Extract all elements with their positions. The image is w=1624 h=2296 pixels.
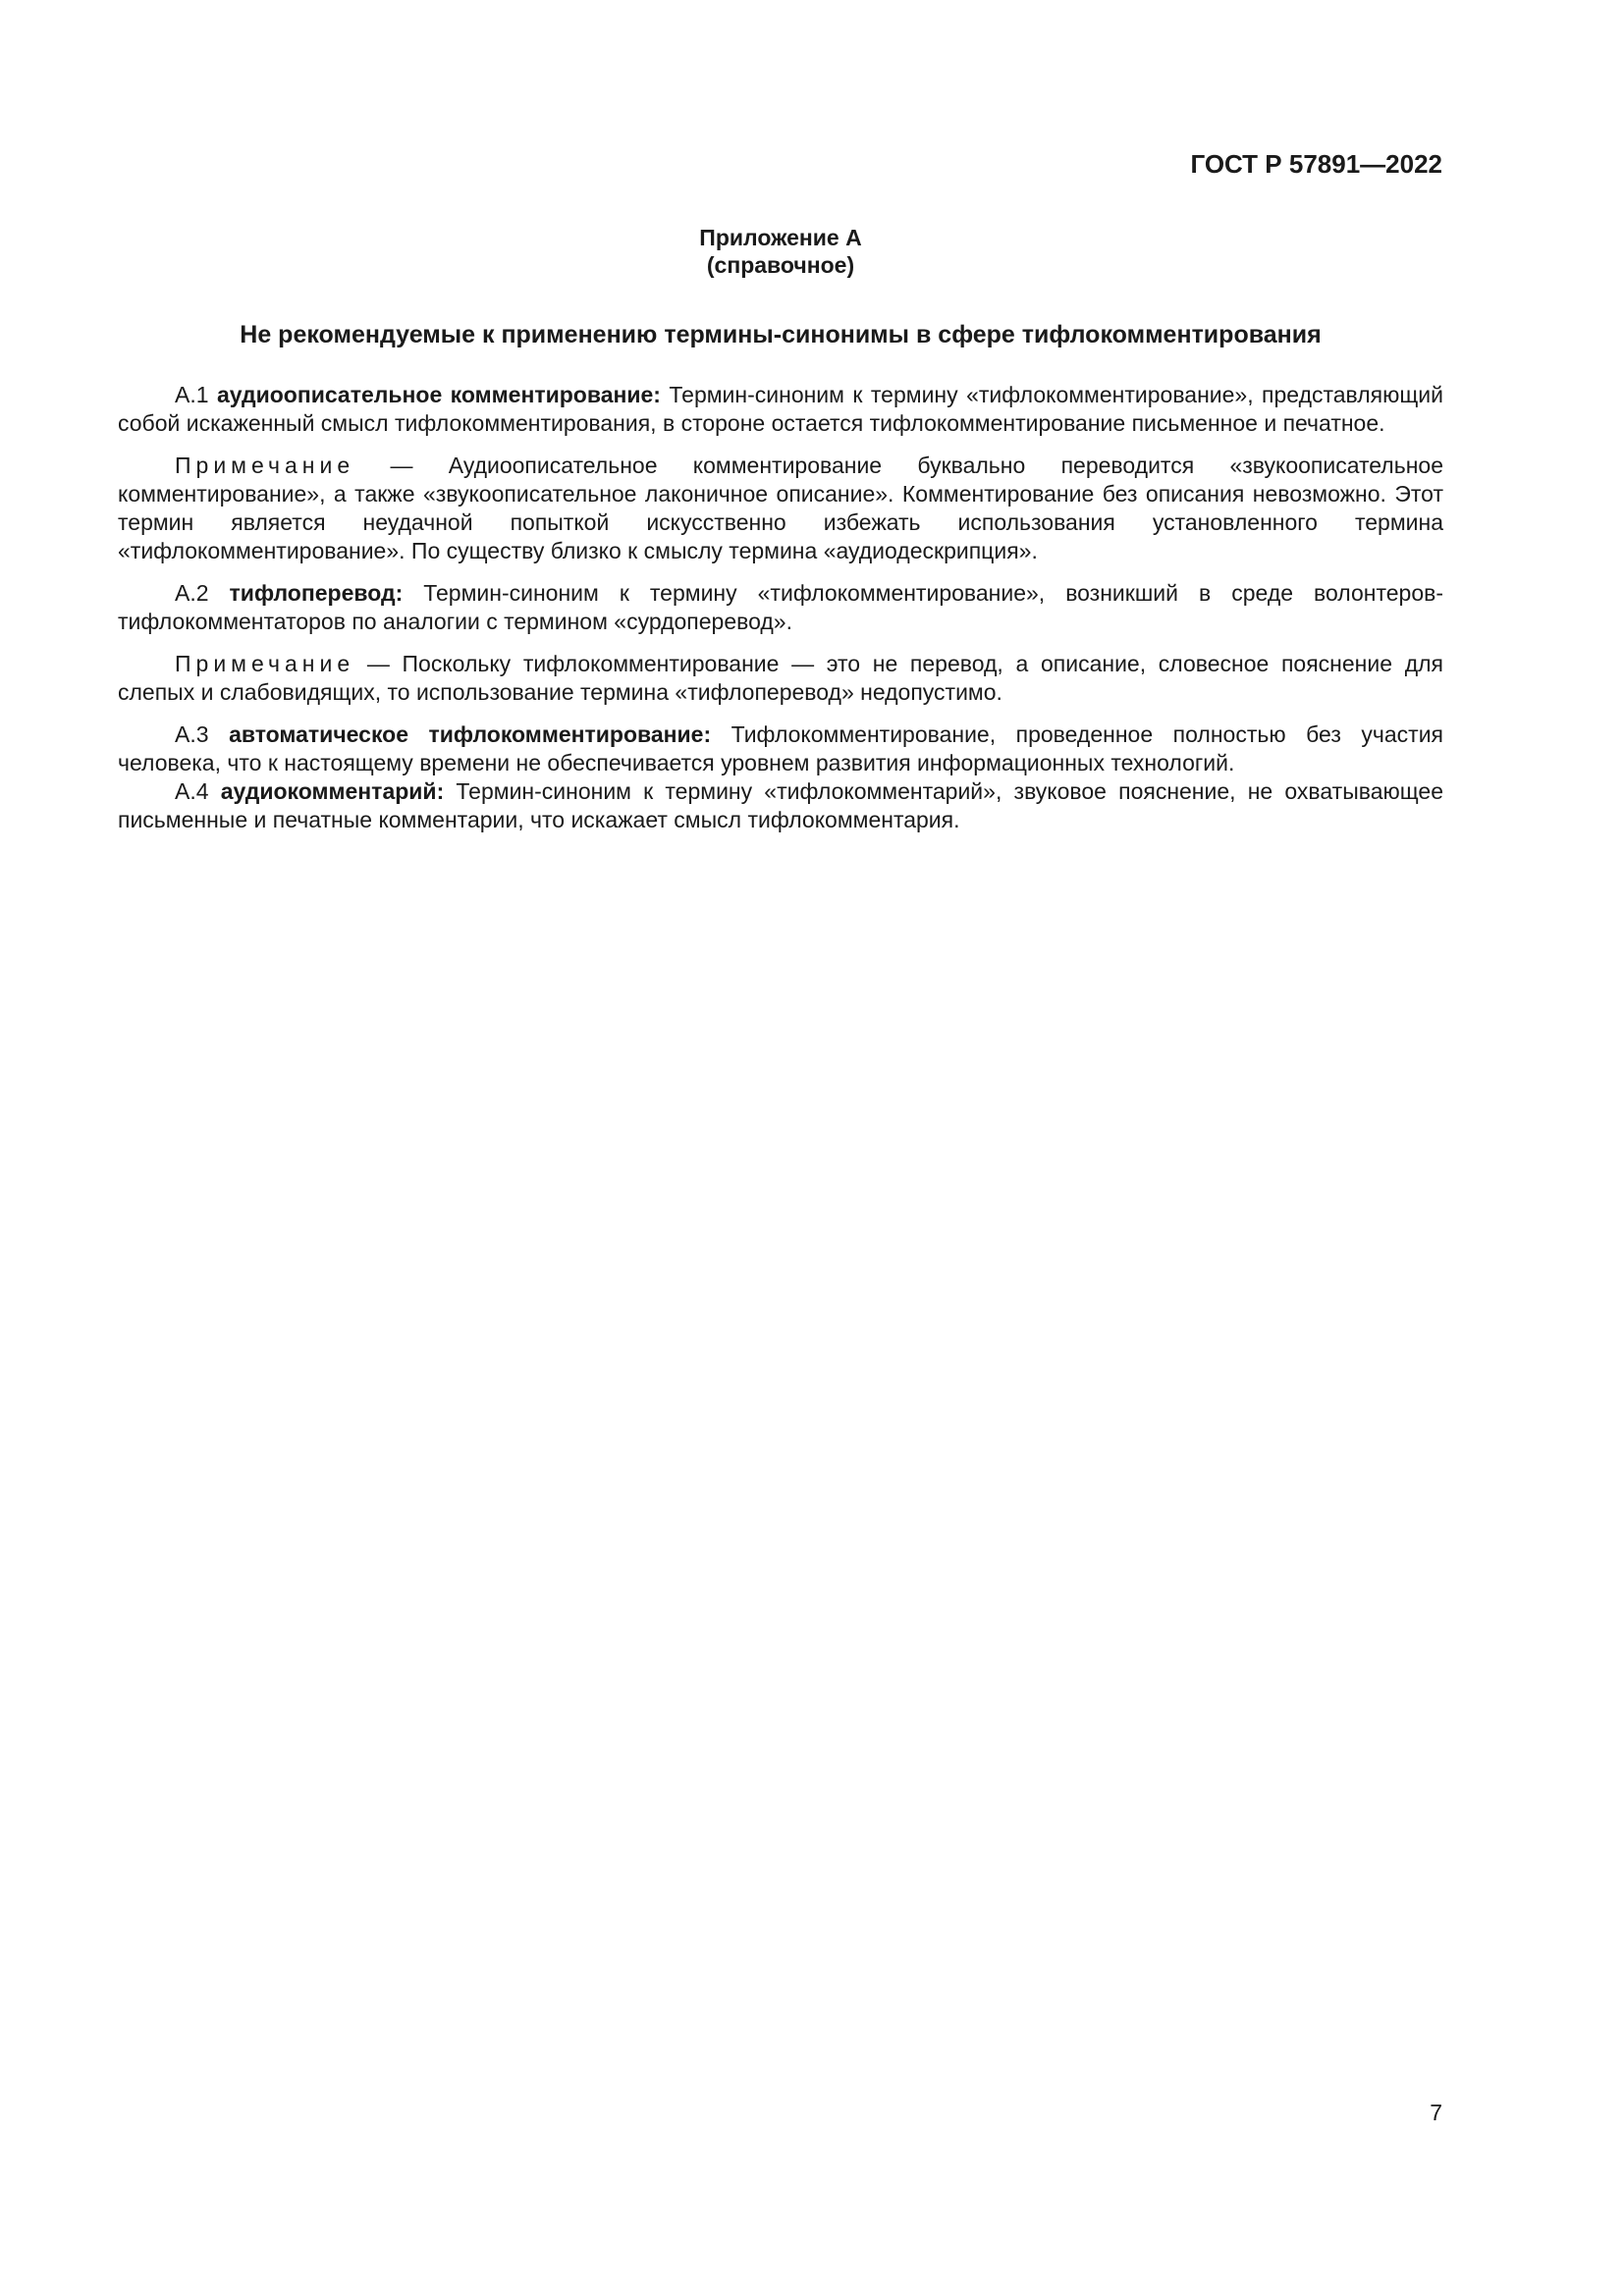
entry-number: А.2 (175, 580, 209, 606)
entry-a1 (118, 381, 1443, 438)
entry-term: аудиокомментарий: (220, 778, 445, 804)
entry-term: аудиоописательное комментирование: (216, 382, 661, 407)
page-number: 7 (1430, 2100, 1442, 2125)
entry-a3 (118, 721, 1443, 777)
note-a2 (118, 650, 1443, 707)
entry-text: Термин-синоним к термину «тифлокомментирование», представляющий собой искаженный смысл тифлокомментирования, в стороне остается тифлокомментирование письменное и печатное. (118, 382, 1443, 436)
note-text: — Аудиоописательное комментирование буквально переводится «звукоописательное комментирование», а также «звукоописательное лаконичное описание». Комментирование без описания невозможно. Этот термин является неудачной попыткой искусственно избежать использования установленного термина «тифлокомментирование». По существу близко к смыслу термина «аудиодескрипция». (118, 453, 1443, 563)
entry-text: Термин-синоним к термину «тифлокомментирование», возникший в среде волонтеров-тифлокомментаторов по аналогии с термином «сурдоперевод». (118, 580, 1443, 634)
entry-number: А.4 (175, 778, 209, 804)
note-a1 (118, 452, 1443, 565)
entry-term: автоматическое тифлокомментирование: (229, 721, 712, 747)
appendix-heading (118, 224, 1443, 279)
entry-number: А.1 (175, 382, 209, 407)
entry-a2 (118, 579, 1443, 636)
note-text: — Поскольку тифлокомментирование — это не перевод, а описание, словесное пояснение для слепых и слабовидящих, то использование термина «тифлоперевод» недопустимо. (118, 651, 1443, 705)
entry-number: А.3 (175, 721, 209, 747)
document-code: ГОСТ Р 57891—2022 (1190, 149, 1442, 179)
entry-a4 (118, 777, 1443, 834)
entry-text: Термин-синоним к термину «тифлокомментарий», звуковое пояснение, не охватывающее письменные и печатные комментарии, что искажает смысл тифлокомментария. (118, 778, 1443, 832)
entry-text: Тифлокомментирование, проведенное полностью без участия человека, что к настоящему времени не обеспечивается уровнем развития информационных технологий. (118, 721, 1444, 775)
document-body (118, 381, 1443, 848)
entry-term: тифлоперевод: (229, 580, 404, 606)
section-title: Не рекомендуемые к применению термины-синонимы в сфере тифлокомментирования (240, 321, 1322, 348)
appendix-title: Приложение А (699, 225, 862, 250)
note-label: Примечание (175, 453, 355, 478)
note-label: Примечание (175, 651, 355, 676)
appendix-subtitle: (справочное) (706, 252, 855, 278)
